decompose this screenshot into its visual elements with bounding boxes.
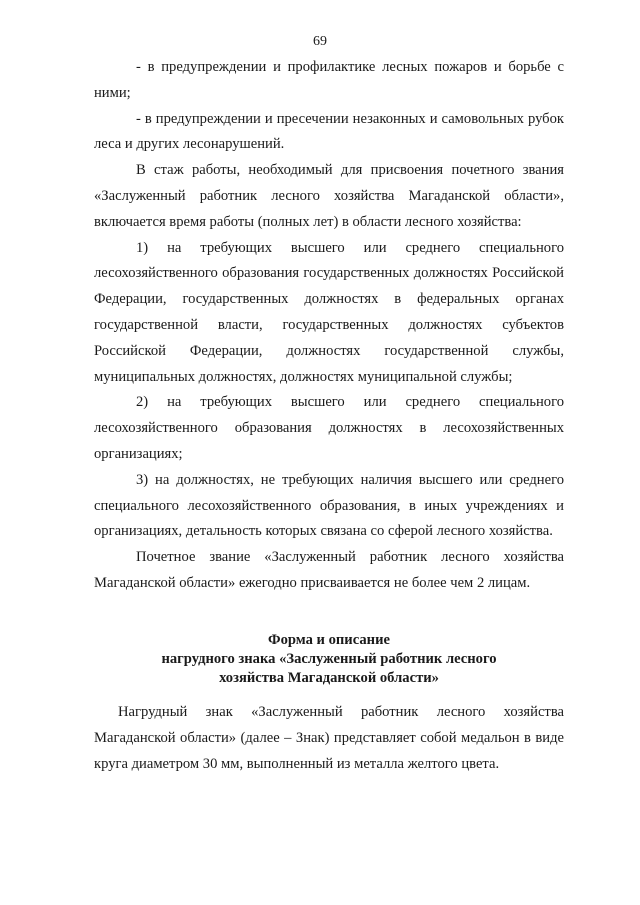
section-heading: [94, 631, 564, 688]
page-number: 69: [313, 34, 327, 49]
paragraph-service-length: В стаж работы, необходимый для присвоения почетного звания «Заслуженный работник лесного хозяйства Магаданской области», включается время работы (полных лет) в области лесного хозяйства:: [94, 162, 564, 230]
badge-description: [94, 700, 564, 777]
paragraph-badge-description: Нагрудный знак «Заслуженный работник лесного хозяйства Магаданской области» (далее – Знак) представляет собой медальон в виде круга диаметром 30 мм, выполненный из металла желтого цвета.: [94, 704, 564, 772]
paragraph-item-3: 3) на должностях, не требующих наличия высшего или среднего специального лесохозяйственного образования, в иных учреждениях и организациях, детальность которых связана со сферой лесного хозяйства.: [94, 471, 564, 540]
section-heading-line-1: Форма и описание: [268, 632, 390, 648]
paragraph-item-1: 1) на требующих высшего или среднего специального лесохозяйственного образования государственных должностях Российской Федерации, государственных должностях в федеральных органах государственной власти, государственных должностях субъектов Российской Федерации, должностях государственной службы, муниципальных должностях, должностях муниципальной службы;: [94, 239, 564, 385]
body-text: [94, 55, 564, 597]
paragraph-illegal-logging: - в предупреждении и пресечении незаконных и самовольных рубок леса и других лесонарушений.: [94, 110, 564, 153]
section-heading-line-3: хозяйства Магаданской области»: [219, 670, 439, 686]
paragraph-fire-prevention: - в предупреждении и профилактике лесных пожаров и борьбе с ними;: [94, 59, 564, 101]
paragraph-item-2: 2) на требующих высшего или среднего специального лесохозяйственного образования должностях в лесохозяйственных организациях;: [94, 394, 564, 462]
paragraph-award-limit: Почетное звание «Заслуженный работник лесного хозяйства Магаданской области» ежегодно присваивается не более чем 2 лицам.: [94, 549, 564, 591]
section-heading-line-2: нагрудного знака «Заслуженный работник лесного: [161, 651, 497, 667]
